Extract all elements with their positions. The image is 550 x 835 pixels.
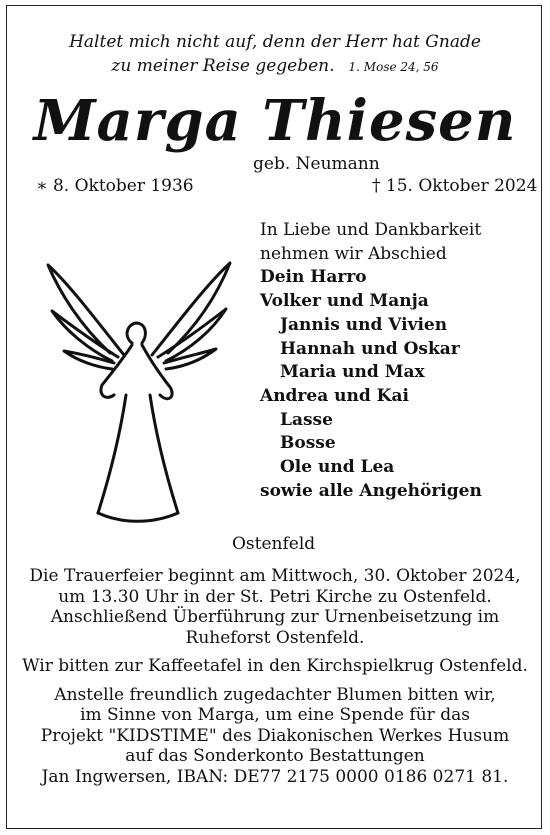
family-intro-line-1: In Liebe und Dankbarkeit [260,220,482,240]
detail-line: auf das Sonderkonto Bestattungen [125,746,425,766]
family-member: sowie alle Angehörigen [260,480,482,501]
detail-line: Anstelle freundlich zugedachter Blumen bitten wir, [54,684,496,705]
place-name: Ostenfeld [232,534,316,554]
detail-line: Projekt "KIDSTIME" des Diakonischen Werkes Husum [40,725,510,746]
family-member: Volker und Manja [260,291,429,312]
detail-line: Ruheforst Ostenfeld. [185,627,365,648]
family-list [260,219,482,503]
detail-line: im Sinne von Marga, um eine Spende für das [80,705,470,725]
verse-line-1: Haltet mich nicht auf, denn der Herr hat Gnade [69,32,481,52]
family-member: Bosse [280,433,336,454]
family-member: Hannah und Oskar [280,338,460,359]
detail-line: um 13.30 Uhr in der St. Petri Kirche zu Ostenfeld. [58,586,492,607]
coffee-paragraph [0,656,550,677]
deceased-name: Marga Thiesen [33,88,517,154]
birth-date: ∗ 8. Oktober 1936 [36,176,194,196]
family-member: Jannis und Vivien [280,314,448,335]
detail-line: Die Trauerfeier beginnt am Mittwoch, 30. Oktober 2024, [29,566,521,586]
angel-illustration [40,245,240,535]
detail-line: Jan Ingwersen, IBAN: DE77 2175 0000 0186 0271 81. [41,766,509,787]
family-member: Lasse [280,409,333,430]
funeral-details [0,566,550,795]
verse-reference: 1. Mose 24, 56 [348,60,439,74]
bible-verse [0,30,550,79]
death-date: † 15. Oktober 2024 [372,176,538,196]
family-member: Andrea und Kai [260,385,409,406]
family-intro-line-2: nehmen wir Abschied [260,243,447,264]
detail-line: Anschließend Überführung zur Urnenbeisetzung im [50,607,500,627]
maiden-name: geb. Neumann [253,154,380,174]
detail-line: Wir bitten zur Kaffeetafel in den Kirchspielkrug Ostenfeld. [22,656,528,676]
family-member: Dein Harro [260,267,367,288]
donation-paragraph [0,685,550,788]
family-member: Ole und Lea [280,457,395,478]
verse-line-2: zu meiner Reise gegeben. [111,56,335,76]
service-paragraph [0,566,550,648]
family-member: Maria und Max [280,362,425,383]
